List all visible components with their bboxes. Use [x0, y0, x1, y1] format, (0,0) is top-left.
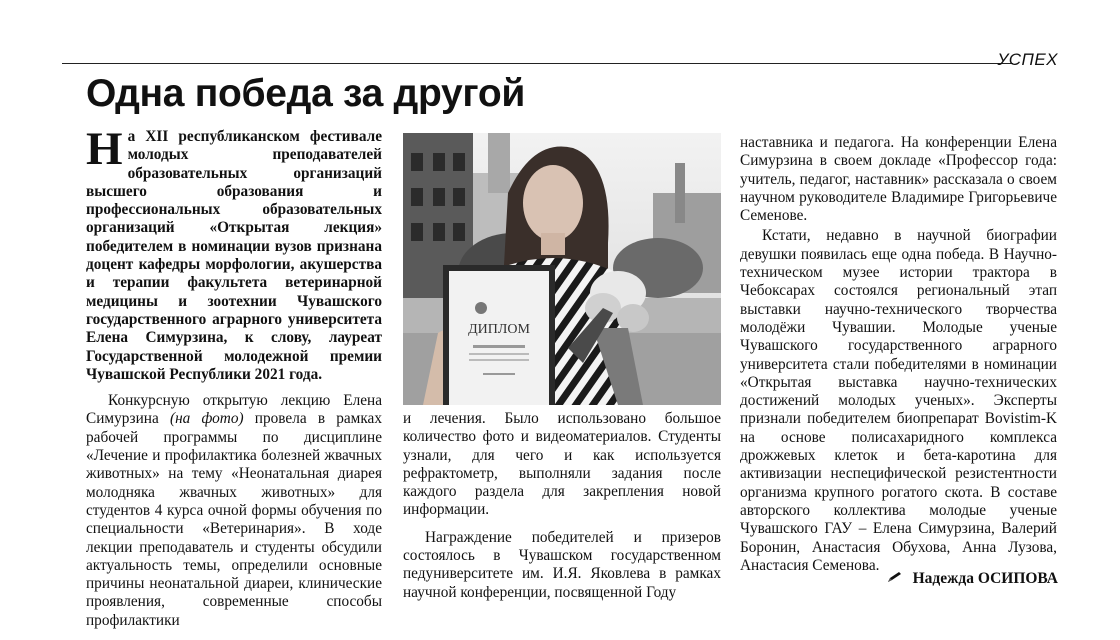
- column-2: [403, 410, 721, 602]
- body-text: провела в рамках рабочей программы по дисциплине «Лечение и профилактика болезней жвачных животных» на тему «Неонатальная диарея молодняка жвачных животных» для студентов 4 курса очной формы обучения по специальности «Ветеринария». В ходе лекции преподаватель и студенты обсудили актуальность темы, определили основные причины неонатальной диареи, клинические проявления, современные способы профилактики: [86, 410, 382, 629]
- column-1: [86, 123, 382, 630]
- body-paragraph: Награждение победителей и призеров состоялось в Чувашском государственном педуниверситете им. И.Я. Яковлева в рамках научной конференции, посвященной Году: [403, 528, 721, 601]
- body-paragraph: и лечения. Было использовано большое количество фото и видеоматериалов. Студенты узнали, для чего и как используется рефрактометр, выполняли задания после каждого раздела для закрепления новой информации.: [403, 410, 721, 519]
- section-label: УСПЕХ: [997, 50, 1058, 69]
- body-paragraph: наставника и педагога. На конференции Елена Симурзина в своем докладе «Профессор года: учитель, педагог, наставник» рассказала о своем научном руководителе Владимире Григорьевиче Семенове.: [740, 134, 1057, 225]
- drop-cap: Н: [86, 123, 123, 175]
- byline: [887, 570, 1058, 588]
- body-text: Конкурсную открытую лекцию Елена Симурзина: [86, 392, 382, 428]
- column-3: [740, 134, 1057, 575]
- body-paragraph: Кстати, недавно в научной биографии девушки появилась еще одна победа. В Научно-техническом музее истории трактора в Чебоксарах состоялся региональный этап выставки научно-технического творчества молодёжи Чувашии. Молодые ученые Чувашского государственного аграрного университета стали победителями в номинации «Открытая выставка научно-технических достижений молодых ученых». Эксперты признали победителем биопрепарат Bovistim-K на основе полисахаридного комплекса дрожжевых клеток и бета-каротина для активизации неспецифической резистентности организма крупного рогатого скота. В составе авторского коллектива молодые ученые Чувашского ГАУ – Елена Симурзина, Валерий Боронин, Анастасия Обухова, Анна Лузова, Анастасия Семенова.: [740, 227, 1057, 574]
- author-name: Надежда ОСИПОВА: [912, 570, 1058, 587]
- headline: Одна победа за другой: [86, 72, 526, 115]
- photo: [403, 133, 721, 405]
- photo-reference: (на фото): [169, 410, 244, 428]
- pen-icon: [887, 570, 903, 588]
- diploma-title: ДИПЛОМ: [468, 322, 530, 337]
- lead-paragraph: [86, 123, 382, 384]
- portrait-photo: [403, 133, 721, 405]
- body-paragraph: [86, 392, 382, 630]
- lead-text: а XII республиканском фестивале молодых преподавателей образовательных организаций высшего образования и профессиональных образовательных организаций «Открытая лекция» победителем в номинации вузов признана доцент кафедры морфологии, акушерства и терапии факультета ветеринарной медицины и зоотехнии Чувашского государственного аграрного университета Елена Симурзина, к слову, лауреат Государственной молодежной премии Чувашской Республики 2021 года.: [86, 128, 382, 383]
- header-rule: [62, 63, 1013, 64]
